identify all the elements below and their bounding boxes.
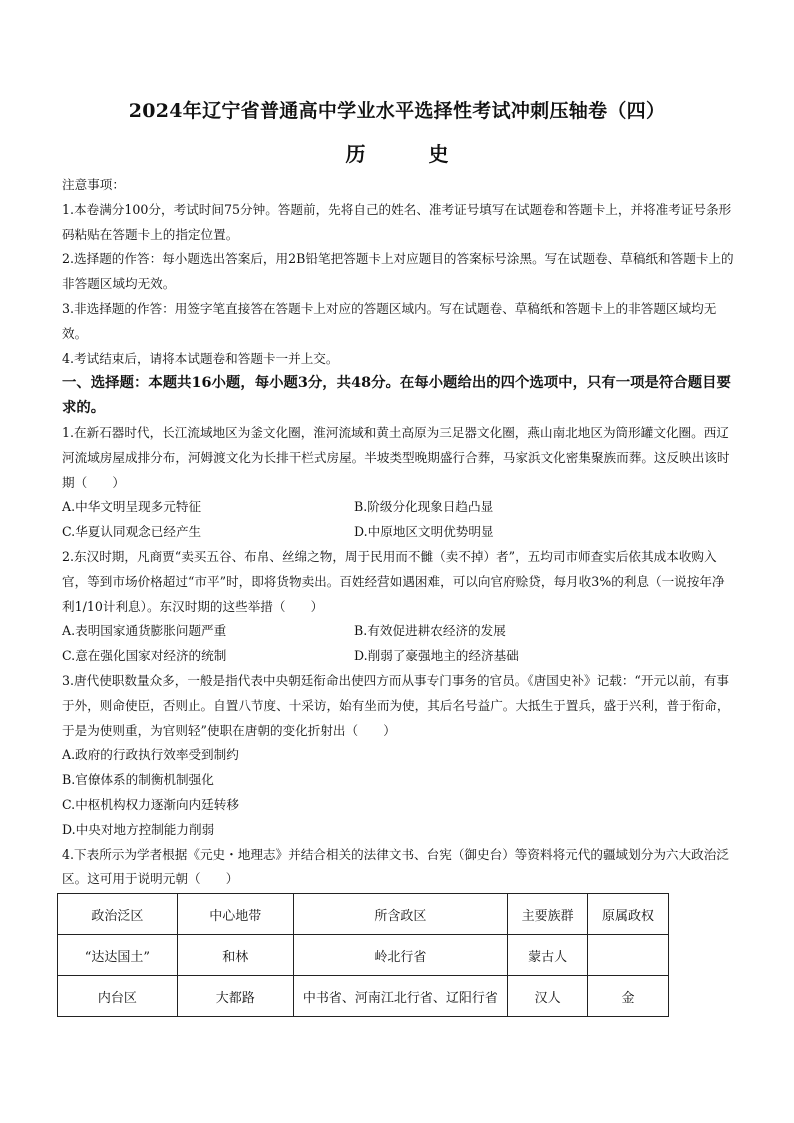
table-cell: 大都路: [177, 976, 293, 1017]
table-header: 中心地带: [177, 894, 293, 935]
option-d: D.削弱了豪强地主的经济基础: [354, 648, 519, 664]
subject-title: 历 史: [345, 142, 477, 166]
question-stem: 1.在新石器时代，长江流域地区为釜文化圈，淮河流域和黄土高原为三足器文化圈，燕山南北地区为筒形罐文化圈。西辽河流域房屋成排分布，河姆渡文化为长排干栏式房屋。半坡类型晚期盛行合葬，马家浜文化密集聚族而葬。这反映出该时期（ ）: [62, 424, 730, 490]
section-heading: 一、选择题：本题共16小题，每小题3分，共48分。在每小题给出的四个选项中，只有一项是符合题目要求的。: [62, 374, 731, 417]
table-cell: 和林: [177, 935, 293, 976]
question-stem: 4.下表所示为学者根据《元史・地理志》并结合相关的法律文书、台宪（御史台）等资料将元代的疆域划分为六大政治泛区。这可用于说明元朝（ ）: [62, 846, 729, 887]
table-cell: 金: [588, 976, 669, 1017]
table-header: 所含政区: [293, 894, 508, 935]
notice-heading: 注意事项：: [62, 177, 125, 192]
notice-item: 2.选择题的作答：每小题选出答案后，用2B铅笔把答题卡上对应题目的答案标号涂黑。写在试题卷、草稿纸和答题卡上的非答题区域均无效。: [62, 251, 734, 292]
question-options: [62, 495, 737, 545]
option-a: A.中华文明呈现多元特征: [62, 499, 202, 515]
table-cell: 岭北行省: [293, 935, 508, 976]
table-header-row: [58, 894, 669, 935]
exam-title: 2024年辽宁省普通高中学业水平选择性考试冲刺压轴卷（四）: [128, 100, 666, 122]
table-cell: “达达国土”: [58, 935, 178, 976]
option-a: A.表明国家通货膨胀问题严重: [62, 623, 227, 639]
notice-item: 1.本卷满分100分，考试时间75分钟。答题前，先将自己的姓名、准考证号填写在试题卷和答题卡上，并将准考证号条形码粘贴在答题卡上的指定位置。: [62, 201, 732, 242]
table-row: [58, 935, 669, 976]
notice-item: 4.考试结束后，请将本试题卷和答题卡一并上交。: [62, 350, 339, 366]
question-stem: 3.唐代使职数量众多，一般是指代表中央朝廷衔命出使四方而从事专门事务的官员。《唐国史补》记载：“开元以前，有事于外，则命使臣，否则止。自置八节度、十采访，始有坐而为使，其后名号益广。大抵生于置兵，盛于兴利，普于衔命，于是为使则重，为官则轻”使职在唐朝的变化折射出（ ）: [62, 672, 730, 738]
option-c: C.中枢机构权力逐渐向内廷转移: [62, 796, 239, 812]
option-d: D.中原地区文明优势明显: [354, 524, 494, 540]
option-c: C.意在强化国家对经济的统制: [62, 648, 227, 664]
table-header: 原属政权: [588, 894, 669, 935]
question-stem: 2.东汉时期，凡商贾“卖买五谷、布帛、丝绵之物，周于民用而不雠（卖不掉）者”，五均司市师查实后依其成本收购入官，等到市场价格超过“市平”时，即将货物卖出。百姓经营如遇困难，可以向官府赊贷，每月收3%的利息（一说按年净利1/10计利息）。东汉时期的这些举措（ ）: [62, 548, 725, 614]
table-cell: [588, 935, 669, 976]
table-cell: 汉人: [508, 976, 588, 1017]
table-header: 主要族群: [508, 894, 588, 935]
option-d: D.中央对地方控制能力削弱: [62, 821, 215, 837]
option-b: B.阶级分化现象日趋凸显: [354, 499, 494, 515]
option-b: B.官僚体系的制衡机制强化: [62, 772, 214, 788]
option-b: B.有效促进耕农经济的发展: [354, 623, 506, 639]
option-a: A.政府的行政执行效率受到制约: [62, 747, 239, 763]
table-header: 政治泛区: [58, 894, 178, 935]
exam-body: [62, 173, 737, 892]
notice-item: 3.非选择题的作答：用签字笔直接答在答题卡上对应的答题区域内。写在试题卷、草稿纸和答题卡上的非答题区域均无效。: [62, 300, 717, 341]
question-options: [62, 619, 737, 669]
table-cell: 蒙古人: [508, 935, 588, 976]
political-regions-table: [57, 893, 669, 1017]
option-c: C.华夏认同观念已经产生: [62, 524, 202, 540]
table-row: [58, 976, 669, 1017]
table-cell: 中书省、河南江北行省、辽阳行省: [293, 976, 508, 1017]
table-cell: 内台区: [58, 976, 178, 1017]
